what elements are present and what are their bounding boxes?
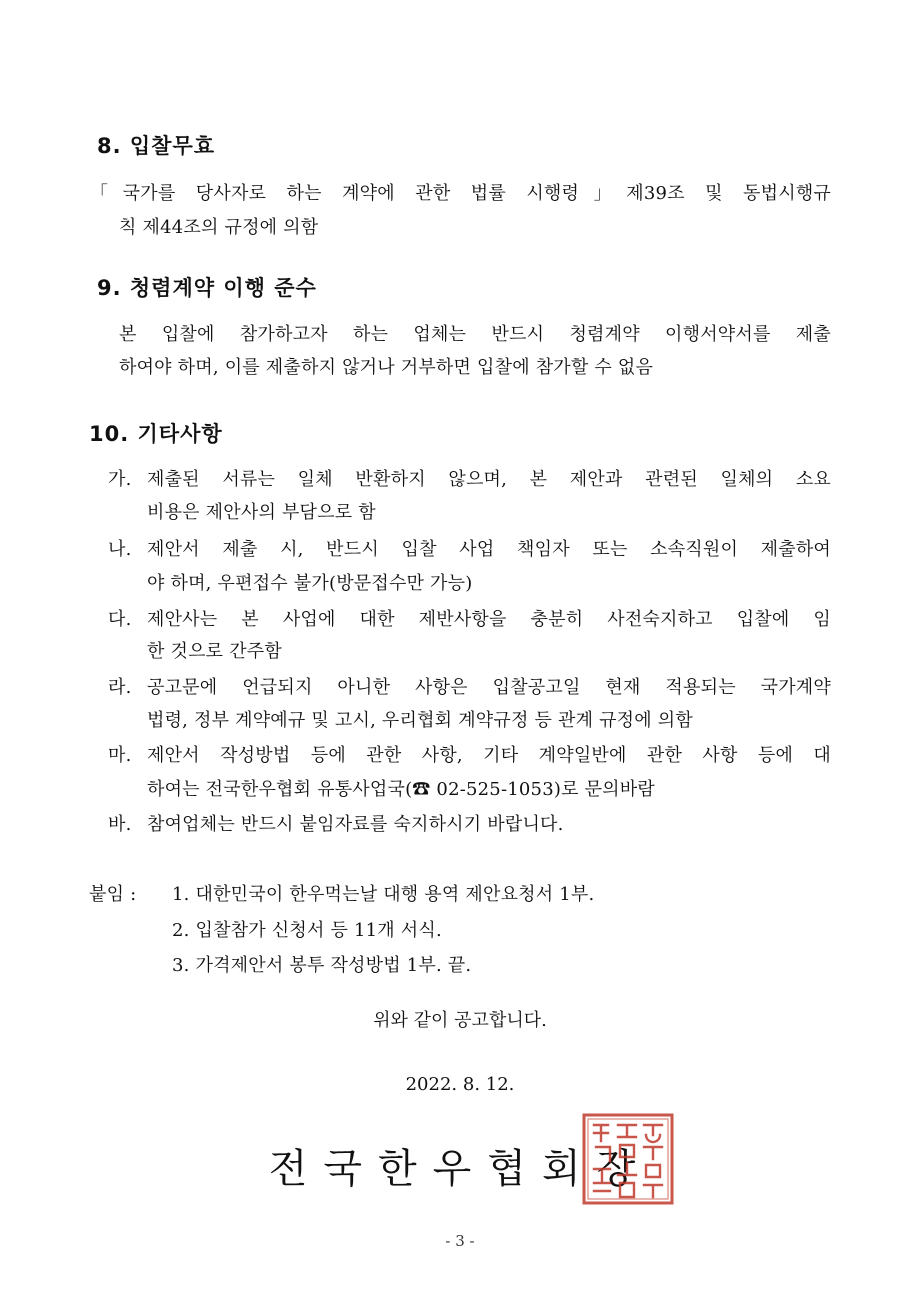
official-seal-icon: [582, 1113, 674, 1205]
item-ma-line-1: 제안서 작성방법 등에 관한 사항, 기타 계약일반에 관한 사항 등에 대: [147, 745, 831, 766]
item-na-line-1: 제안서 제출 시, 반드시 입찰 사업 책임자 또는 소속직원이 제출하여: [147, 539, 831, 560]
item-ma-marker: 마.: [108, 745, 132, 766]
organization-signature: 전국한우협회장: [268, 1146, 652, 1192]
item-na-marker: 나.: [108, 539, 132, 560]
section-8-heading: 8. 입찰무효: [97, 134, 216, 158]
item-ga-line-1: 제출된 서류는 일체 반환하지 않으며, 본 제안과 관련된 일체의 소요: [147, 469, 831, 490]
item-ra-marker: 라.: [108, 677, 132, 698]
attachment-item-2: 2. 입찰참가 신청서 등 11개 서식.: [172, 920, 442, 941]
item-da-marker: 다.: [108, 609, 132, 630]
notice-date: 2022. 8. 12.: [405, 1074, 515, 1095]
section-9-line-1: 본 입찰에 참가하고자 하는 업체는 반드시 청렴계약 이행서약서를 제출: [119, 324, 831, 345]
item-da-line-2: 한 것으로 간주함: [147, 641, 282, 662]
section-9-line-2: 하여야 하며, 이를 제출하지 않거나 거부하면 입찰에 참가할 수 없음: [119, 357, 654, 378]
section-8-line-2: 칙 제44조의 규정에 의함: [119, 217, 319, 238]
attachment-item-3: 3. 가격제안서 봉투 작성방법 1부. 끝.: [172, 955, 472, 976]
section-8-line-1: 「국가를 당사자로 하는 계약에 관한 법률 시행령」제39조 및 동법시행규: [90, 183, 831, 204]
page-number: - 3 -: [445, 1232, 475, 1250]
closing-statement: 위와 같이 공고합니다.: [373, 1010, 547, 1031]
item-na-line-2: 야 하며, 우편접수 불가(방문접수만 가능): [147, 573, 473, 594]
item-ma-line-2: 하여는 전국한우협회 유통사업국(☎ 02-525-1053)로 문의바람: [147, 779, 655, 800]
attachments-label: 붙임 :: [89, 884, 137, 905]
item-ba-marker: 바.: [108, 814, 132, 835]
item-ra-line-2: 법령, 정부 계약예규 및 고시, 우리협회 계약규정 등 관계 규정에 의함: [147, 710, 693, 731]
section-9-heading: 9. 청렴계약 이행 준수: [97, 276, 317, 300]
item-ga-line-2: 비용은 제안사의 부담으로 함: [147, 502, 376, 523]
section-10-heading: 10. 기타사항: [89, 422, 223, 446]
item-ga-marker: 가.: [108, 469, 132, 490]
item-ba-line-1: 참여업체는 반드시 붙임자료를 숙지하시기 바랍니다.: [147, 814, 564, 835]
item-da-line-1: 제안사는 본 사업에 대한 제반사항을 충분히 사전숙지하고 입찰에 임: [147, 609, 831, 630]
attachment-item-1: 1. 대한민국이 한우먹는날 대행 용역 제안요청서 1부.: [172, 884, 595, 905]
item-ra-line-1: 공고문에 언급되지 아니한 사항은 입찰공고일 현재 적용되는 국가계약: [147, 677, 831, 698]
